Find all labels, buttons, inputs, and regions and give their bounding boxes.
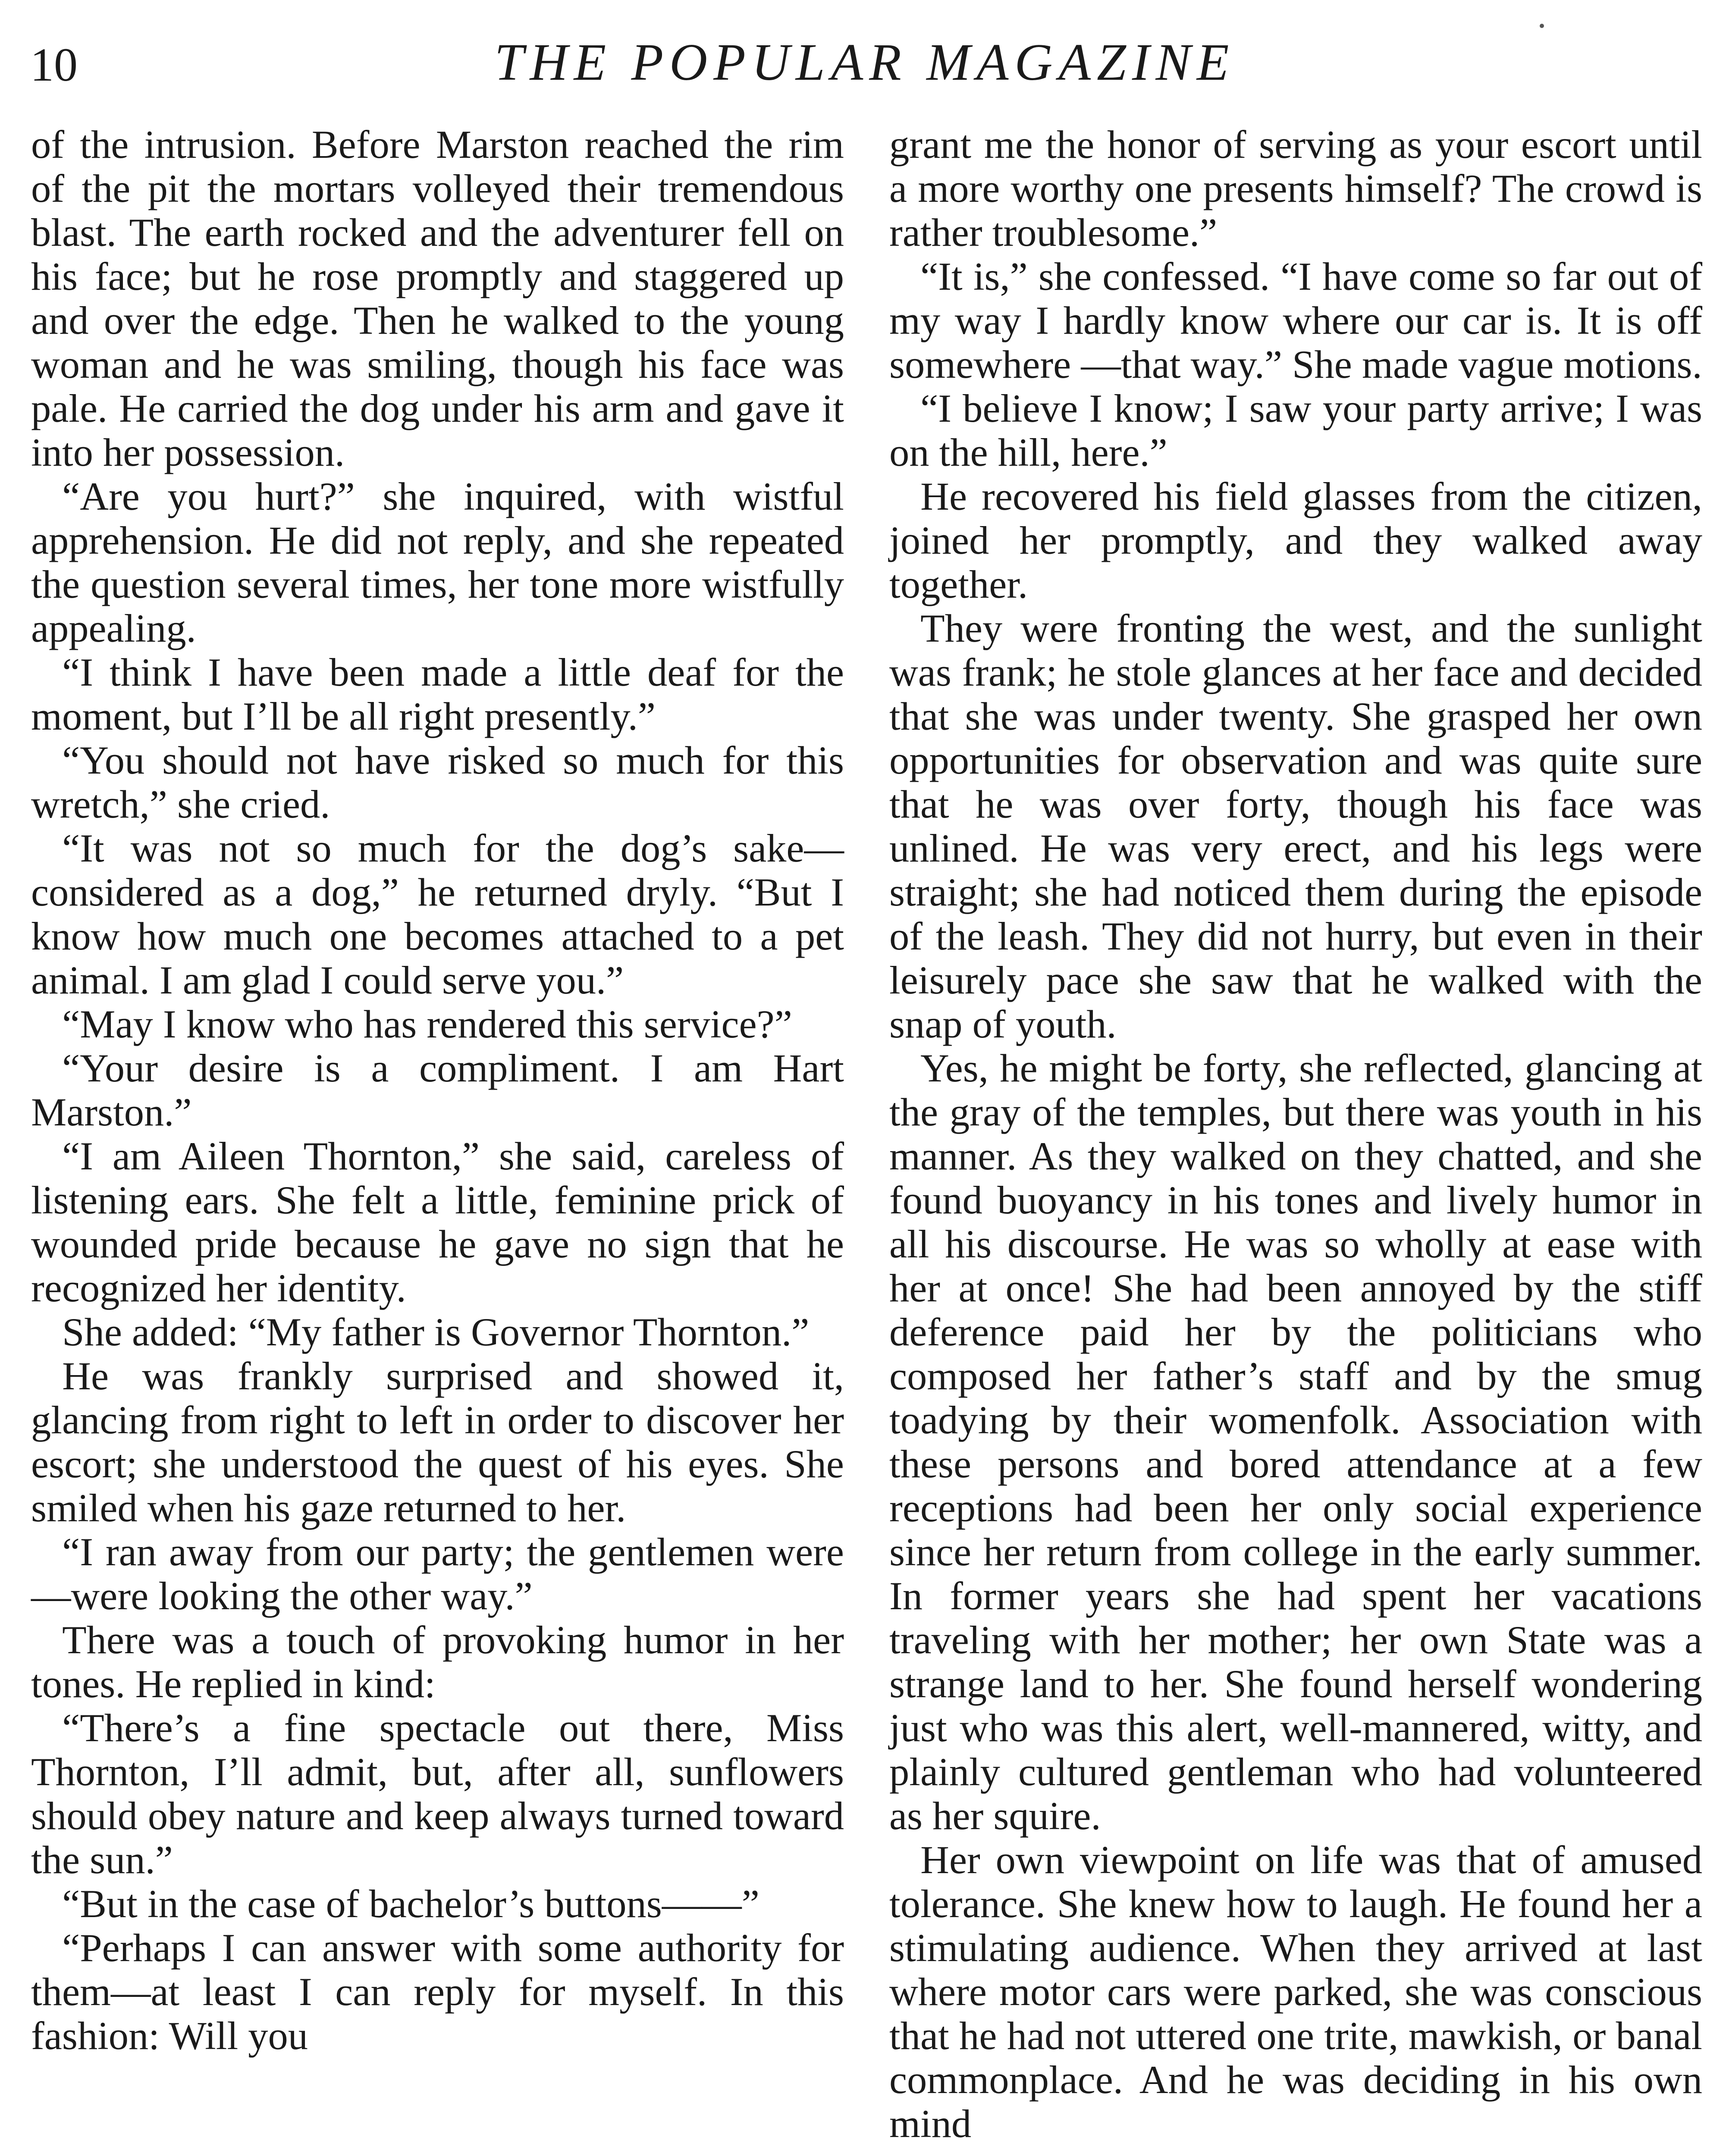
paragraph: “It was not so much for the dog’s sake—considered as a dog,” he returned dryly. “But I know how much one becomes attached to a pet animal. I am glad I could serve you.” <box>31 827 844 1003</box>
paragraph: He was frankly surprised and showed it, glancing from right to left in order to discover her escort; she understood the quest of his eyes. She smiled when his gaze returned to her. <box>31 1354 844 1530</box>
paragraph: “Are you hurt?” she inquired, with wistful apprehension. He did not reply, and she repeated the question several times, her tone more wistfully appealing. <box>31 475 844 651</box>
paragraph: “I ran away from our party; the gentlemen were—were looking the other way.” <box>31 1530 844 1618</box>
paragraph: of the intrusion. Before Marston reached the rim of the pit the mortars volleyed their tremendous blast. The earth rocked and the adventurer fell on his face; but he rose promptly and staggered up and over the edge. Then he walked to the young woman and he was smiling, though his face was pale. He carried the dog under his arm and gave it into her possession. <box>31 123 844 475</box>
paragraph: Her own viewpoint on life was that of amused tolerance. She knew how to laugh. He found her a stimulating audience. When they arrived at last where motor cars were parked, she was conscious that he had not uttered one trite, mawkish, or banal commonplace. And he was deciding in his own mind <box>889 1838 1702 2146</box>
paragraph: “But in the case of bachelor’s buttons——” <box>62 1882 759 1926</box>
paragraph: grant me the honor of serving as your escort until a more worthy one presents himself? The crowd is rather troublesome.” <box>889 123 1702 255</box>
right-column <box>889 123 1702 2146</box>
paragraph: “You should not have risked so much for this wretch,” she cried. <box>31 739 844 827</box>
paragraph: “It is,” she confessed. “I have come so far out of my way I hardly know where our car is. It is off somewhere —that way.” She made vague motions. <box>889 255 1702 387</box>
paragraph: “I am Aileen Thornton,” she said, careless of listening ears. She felt a little, feminine prick of wounded pride because he gave no sign that he recognized her identity. <box>31 1134 844 1310</box>
paragraph: “Perhaps I can answer with some authority for them—at least I can reply for myself. In this fashion: Will you <box>31 1926 844 2058</box>
paragraph: He recovered his field glasses from the citizen, joined her promptly, and they walked away together. <box>889 475 1702 607</box>
paragraph: “I think I have been made a little deaf for the moment, but I’ll be all right presently.” <box>31 651 844 739</box>
running-title: THE POPULAR MAGAZINE <box>494 33 1235 91</box>
paragraph: “I believe I know; I saw your party arrive; I was on the hill, here.” <box>889 387 1702 475</box>
paragraph: There was a touch of provoking humor in her tones. He replied in kind: <box>31 1618 844 1706</box>
paragraph: “There’s a fine spectacle out there, Miss Thornton, I’ll admit, but, after all, sunflowers should obey nature and keep always turned toward the sun.” <box>31 1706 844 1882</box>
paragraph: Yes, he might be forty, she reflected, glancing at the gray of the temples, but there was youth in his manner. As they walked on they chatted, and she found buoyancy in his tones and lively humor in all his discourse. He was so wholly at ease with her at once! She had been annoyed by the stiff deference paid her by the politicians who composed her father’s staff and by the smug toadying by their womenfolk. Association with these persons and bored attendance at a few receptions had been her only social experience since her return from college in the early summer. In former years she had spent her vacations traveling with her mother; her own State was a strange land to her. She found herself wondering just who was this alert, well-mannered, witty, and plainly cultured gentleman who had volunteered as her squire. <box>889 1047 1702 1838</box>
page-header <box>30 30 1699 108</box>
left-column <box>31 123 844 2058</box>
page-number: 10 <box>30 38 78 91</box>
print-speck <box>1540 24 1544 28</box>
paragraph: They were fronting the west, and the sunlight was frank; he stole glances at her face and decided that she was under twenty. She grasped her own opportunities for observation and was quite sure that he was over forty, though his face was unlined. He was very erect, and his legs were straight; she had noticed them during the episode of the leash. They did not hurry, but even in their leisurely pace she saw that he walked with the snap of youth. <box>889 607 1702 1047</box>
paragraph: “May I know who has rendered this service?” <box>62 1003 792 1047</box>
paragraph: “Your desire is a compliment. I am Hart Marston.” <box>31 1047 844 1134</box>
paragraph: She added: “My father is Governor Thornton.” <box>62 1310 810 1354</box>
